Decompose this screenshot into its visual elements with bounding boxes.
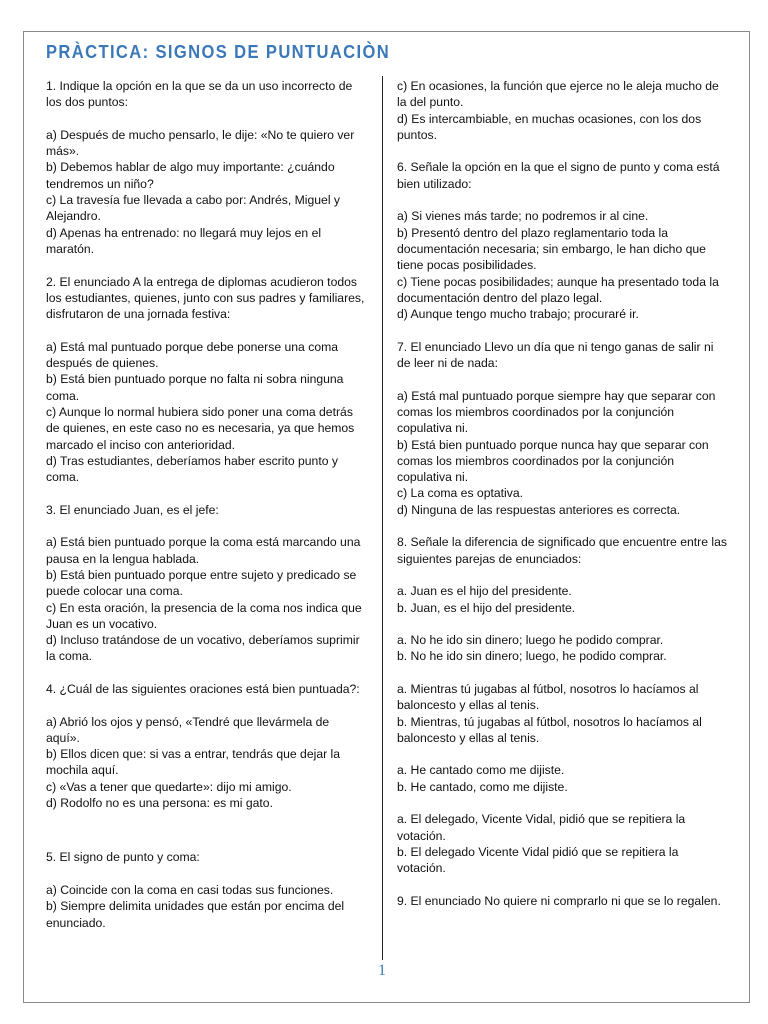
question-prompt: 5. El signo de punto y coma: xyxy=(46,850,200,865)
option-b: b) Está bien puntuado porque entre sujeto y predicado se puede colocar una coma. xyxy=(46,567,357,599)
option-b: b) Presentó dentro del plazo reglamentario toda la documentación necesaria; sin embargo, le han dicho que tiene pocas posibilidades. xyxy=(397,225,706,273)
pair-line-b: b. He cantado, como me dijiste. xyxy=(397,779,568,794)
question-prompt: 2. El enunciado A la entrega de diplomas acudieron todos los estudiantes, quienes, junto con sus padres y familiares, disfrutaron de una jornada festiva: xyxy=(46,274,365,322)
question-prompt: 7. El enunciado Llevo un día que ni tengo ganas de salir ni de leer ni de nada: xyxy=(397,339,714,371)
pair-line-a: a. Mientras tú jugabas al fútbol, nosotros lo hacíamos al baloncesto y ellas al tenis. xyxy=(397,681,699,713)
question-5-continued xyxy=(397,78,727,143)
left-column xyxy=(46,78,366,947)
pair-line-a: a. El delegado, Vicente Vidal, pidió que se repitiera la votación. xyxy=(397,812,686,843)
option-a: a) Abrió los ojos y pensó, «Tendré que llevármela de aquí». xyxy=(46,714,330,745)
option-b: b) Ellos dicen que: si vas a entrar, tendrás que dejar la mochila aquí. xyxy=(46,747,341,778)
pair-5 xyxy=(397,811,727,876)
option-d: d) Ninguna de las respuestas anteriores es correcta. xyxy=(397,502,681,517)
pair-line-a: a. He cantado como me dijiste. xyxy=(397,763,565,778)
option-c: c) Aunque lo normal hubiera sido poner una coma detrás de quienes, en este caso no es necesaria, ya que hemos marcado el inciso con anterioridad. xyxy=(46,404,355,452)
option-c: c) «Vas a tener que quedarte»: dijo mi amigo. xyxy=(46,779,292,794)
option-d: d) Incluso tratándose de un vocativo, deberíamos suprimir la coma. xyxy=(46,633,360,664)
option-b: b) Debemos hablar de algo muy importante: ¿cuándo tendremos un niño? xyxy=(46,160,335,191)
question-4 xyxy=(46,681,366,811)
question-prompt: 6. Señale la opción en la que el signo de punto y coma está bien utilizado: xyxy=(397,160,720,191)
pair-line-a: a. Juan es el hijo del presidente. xyxy=(397,584,572,599)
option-d: d) Rodolfo no es una persona: es mi gato. xyxy=(46,796,273,811)
option-c: c) Tiene pocas posibilidades; aunque ha presentado toda la documentación dentro del plazo legal. xyxy=(397,274,719,305)
option-a: a) Coincide con la coma en casi todas sus funciones. xyxy=(46,882,334,897)
pair-line-b: b. El delegado Vicente Vidal pidió que se repitiera la votación. xyxy=(397,844,679,876)
question-9 xyxy=(397,893,727,909)
pair-4 xyxy=(397,762,727,795)
option-b: b) Siempre delimita unidades que están por encima del enunciado. xyxy=(46,899,345,930)
column-divider xyxy=(382,76,383,960)
page-number: 1 xyxy=(378,962,386,979)
option-d: d) Apenas ha entrenado: no llegará muy lejos en el maratón. xyxy=(46,225,322,256)
option-b: b) Está bien puntuado porque nunca hay que separar con comas los miembros coordinados por la conjunción copulativa ni. xyxy=(397,437,709,485)
option-a: a) Está mal puntuado porque siempre hay que separar con comas los miembros coordinados por la conjunción copulativa ni. xyxy=(397,388,716,436)
question-7 xyxy=(397,339,727,518)
option-a: a) Está bien puntuado porque la coma está marcando una pausa en la lengua hablada. xyxy=(46,535,361,566)
option-d: d) Aunque tengo mucho trabajo; procuraré ir. xyxy=(397,307,639,322)
option-a: a) Si vienes más tarde; no podremos ir al cine. xyxy=(397,209,649,224)
option-d: d) Es intercambiable, en muchas ocasiones, con los dos puntos. xyxy=(397,111,702,142)
question-8 xyxy=(397,534,727,876)
question-1 xyxy=(46,78,366,257)
question-prompt: 8. Señale la diferencia de significado que encuentre entre las siguientes parejas de enunciados: xyxy=(397,535,727,566)
option-b: b) Está bien puntuado porque no falta ni sobra ninguna coma. xyxy=(46,372,344,403)
pair-1 xyxy=(397,583,727,616)
option-c: c) La travesía fue llevada a cabo por: Andrés, Miguel y Alejandro. xyxy=(46,193,341,224)
pair-line-b: b. Mientras, tú jugabas al fútbol, nosotros lo hacíamos al baloncesto y ellas al tenis. xyxy=(397,714,702,745)
question-2 xyxy=(46,274,366,486)
question-6 xyxy=(397,159,727,322)
option-c: c) En ocasiones, la función que ejerce no le aleja mucho de la del punto. xyxy=(397,79,719,110)
right-column xyxy=(397,78,727,925)
question-prompt: 3. El enunciado Juan, es el jefe: xyxy=(46,502,219,517)
option-d: d) Tras estudiantes, deberíamos haber escrito punto y coma. xyxy=(46,453,338,485)
page-title: PRÀCTICA: SIGNOS DE PUNTUACIÒN xyxy=(46,42,391,62)
option-c: c) La coma es optativa. xyxy=(397,486,523,501)
question-3 xyxy=(46,502,366,665)
question-5 xyxy=(46,849,366,930)
pair-line-b: b. Juan, es el hijo del presidente. xyxy=(397,600,576,615)
option-c: c) En esta oración, la presencia de la coma nos indica que Juan es un vocativo. xyxy=(46,600,362,631)
option-a: a) Después de mucho pensarlo, le dije: «No te quiero ver más». xyxy=(46,127,355,159)
pair-3 xyxy=(397,681,727,746)
pair-2 xyxy=(397,632,727,665)
option-a: a) Está mal puntuado porque debe ponerse una coma después de quienes. xyxy=(46,339,339,371)
question-prompt: 4. ¿Cuál de las siguientes oraciones está bien puntuada?: xyxy=(46,681,360,696)
question-prompt: 1. Indique la opción en la que se da un uso incorrecto de los dos puntos: xyxy=(46,79,353,110)
pair-line-b: b. No he ido sin dinero; luego, he podido comprar. xyxy=(397,649,667,664)
question-prompt: 9. El enunciado No quiere ni comprarlo ni que se lo regalen. xyxy=(397,893,721,908)
pair-line-a: a. No he ido sin dinero; luego he podido comprar. xyxy=(397,633,664,648)
